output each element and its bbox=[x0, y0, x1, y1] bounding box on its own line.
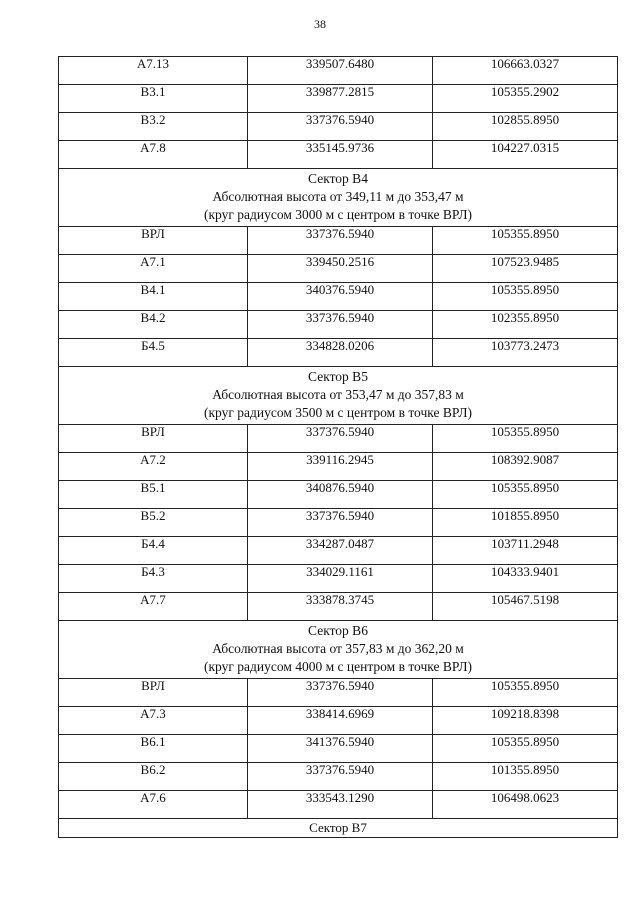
table-row bbox=[59, 735, 618, 763]
x-coordinate-cell: 337376.5940 bbox=[248, 509, 433, 537]
x-coordinate-cell: 334029.1161 bbox=[248, 565, 433, 593]
x-coordinate-cell: 337376.5940 bbox=[248, 679, 433, 707]
x-coordinate-cell: 337376.5940 bbox=[248, 113, 433, 141]
sector-circle: (круг радиусом 4000 м с центром в точке ВРЛ) bbox=[203, 659, 472, 674]
table-row bbox=[59, 283, 618, 311]
table-row bbox=[59, 593, 618, 621]
y-coordinate-cell: 103773.2473 bbox=[433, 339, 618, 367]
point-name-cell: ВРЛ bbox=[59, 425, 248, 453]
table-row bbox=[59, 255, 618, 283]
sector-header bbox=[59, 169, 618, 227]
point-name-cell: В6.1 bbox=[59, 735, 248, 763]
point-name-cell: В3.1 bbox=[59, 85, 248, 113]
table-row bbox=[59, 481, 618, 509]
sector-altitude: Абсолютная высота от 349,11 м до 353,47 м bbox=[212, 189, 464, 204]
sector-header-row bbox=[59, 169, 618, 227]
y-coordinate-cell: 108392.9087 bbox=[433, 453, 618, 481]
y-coordinate-cell: 104227.0315 bbox=[433, 141, 618, 169]
x-coordinate-cell: 339507.6480 bbox=[248, 57, 433, 85]
point-name-cell: А7.8 bbox=[59, 141, 248, 169]
y-coordinate-cell: 104333.9401 bbox=[433, 565, 618, 593]
point-name-cell: А7.1 bbox=[59, 255, 248, 283]
x-coordinate-cell: 333878.3745 bbox=[248, 593, 433, 621]
y-coordinate-cell: 105355.2902 bbox=[433, 85, 618, 113]
table-row bbox=[59, 679, 618, 707]
table-row bbox=[59, 141, 618, 169]
table-row bbox=[59, 791, 618, 819]
table-row bbox=[59, 113, 618, 141]
point-name-cell: А7.3 bbox=[59, 707, 248, 735]
sector-altitude: Абсолютная высота от 353,47 м до 357,83 м bbox=[212, 387, 464, 402]
point-name-cell: В4.1 bbox=[59, 283, 248, 311]
x-coordinate-cell: 339116.2945 bbox=[248, 453, 433, 481]
y-coordinate-cell: 105355.8950 bbox=[433, 481, 618, 509]
sector-header bbox=[59, 367, 618, 425]
x-coordinate-cell: 337376.5940 bbox=[248, 763, 433, 791]
sector-header-row bbox=[59, 367, 618, 425]
table-row bbox=[59, 57, 618, 85]
point-name-cell: ВРЛ bbox=[59, 679, 248, 707]
y-coordinate-cell: 107523.9485 bbox=[433, 255, 618, 283]
x-coordinate-cell: 333543.1290 bbox=[248, 791, 433, 819]
sector-header-row bbox=[59, 819, 618, 838]
point-name-cell: В4.2 bbox=[59, 311, 248, 339]
sector-header bbox=[59, 621, 618, 679]
point-name-cell: В6.2 bbox=[59, 763, 248, 791]
x-coordinate-cell: 337376.5940 bbox=[248, 425, 433, 453]
y-coordinate-cell: 101855.8950 bbox=[433, 509, 618, 537]
sector-title: Сектор В4 bbox=[308, 171, 368, 186]
sector-title: Сектор В7 bbox=[59, 819, 618, 838]
point-name-cell: А7.7 bbox=[59, 593, 248, 621]
table-row bbox=[59, 537, 618, 565]
point-name-cell: А7.2 bbox=[59, 453, 248, 481]
x-coordinate-cell: 337376.5940 bbox=[248, 227, 433, 255]
table-row bbox=[59, 707, 618, 735]
y-coordinate-cell: 103711.2948 bbox=[433, 537, 618, 565]
y-coordinate-cell: 106498.0623 bbox=[433, 791, 618, 819]
table-row bbox=[59, 85, 618, 113]
point-name-cell: А7.6 bbox=[59, 791, 248, 819]
point-name-cell: Б4.3 bbox=[59, 565, 248, 593]
coordinates-table bbox=[58, 56, 618, 838]
y-coordinate-cell: 102855.8950 bbox=[433, 113, 618, 141]
x-coordinate-cell: 339877.2815 bbox=[248, 85, 433, 113]
table-row bbox=[59, 311, 618, 339]
y-coordinate-cell: 102355.8950 bbox=[433, 311, 618, 339]
x-coordinate-cell: 340876.5940 bbox=[248, 481, 433, 509]
y-coordinate-cell: 101355.8950 bbox=[433, 763, 618, 791]
y-coordinate-cell: 105467.5198 bbox=[433, 593, 618, 621]
y-coordinate-cell: 106663.0327 bbox=[433, 57, 618, 85]
table-row bbox=[59, 763, 618, 791]
table-row bbox=[59, 509, 618, 537]
x-coordinate-cell: 334828.0206 bbox=[248, 339, 433, 367]
point-name-cell: Б4.5 bbox=[59, 339, 248, 367]
y-coordinate-cell: 109218.8398 bbox=[433, 707, 618, 735]
y-coordinate-cell: 105355.8950 bbox=[433, 227, 618, 255]
sector-header-row bbox=[59, 621, 618, 679]
x-coordinate-cell: 335145.9736 bbox=[248, 141, 433, 169]
y-coordinate-cell: 105355.8950 bbox=[433, 283, 618, 311]
sector-title: Сектор В5 bbox=[308, 369, 368, 384]
point-name-cell: В5.1 bbox=[59, 481, 248, 509]
x-coordinate-cell: 338414.6969 bbox=[248, 707, 433, 735]
point-name-cell: А7.13 bbox=[59, 57, 248, 85]
x-coordinate-cell: 339450.2516 bbox=[248, 255, 433, 283]
page-number: 38 bbox=[314, 17, 326, 31]
x-coordinate-cell: 340376.5940 bbox=[248, 283, 433, 311]
table-row bbox=[59, 453, 618, 481]
table-row bbox=[59, 425, 618, 453]
sector-circle: (круг радиусом 3000 м с центром в точке ВРЛ) bbox=[203, 207, 472, 222]
x-coordinate-cell: 337376.5940 bbox=[248, 311, 433, 339]
y-coordinate-cell: 105355.8950 bbox=[433, 735, 618, 763]
table-row bbox=[59, 565, 618, 593]
sector-title: Сектор В6 bbox=[308, 623, 368, 638]
x-coordinate-cell: 334287.0487 bbox=[248, 537, 433, 565]
table-row bbox=[59, 339, 618, 367]
sector-altitude: Абсолютная высота от 357,83 м до 362,20 м bbox=[212, 641, 464, 656]
sector-circle: (круг радиусом 3500 м с центром в точке ВРЛ) bbox=[203, 405, 472, 420]
y-coordinate-cell: 105355.8950 bbox=[433, 679, 618, 707]
x-coordinate-cell: 341376.5940 bbox=[248, 735, 433, 763]
table-row bbox=[59, 227, 618, 255]
y-coordinate-cell: 105355.8950 bbox=[433, 425, 618, 453]
point-name-cell: В3.2 bbox=[59, 113, 248, 141]
point-name-cell: Б4.4 bbox=[59, 537, 248, 565]
point-name-cell: В5.2 bbox=[59, 509, 248, 537]
point-name-cell: ВРЛ bbox=[59, 227, 248, 255]
